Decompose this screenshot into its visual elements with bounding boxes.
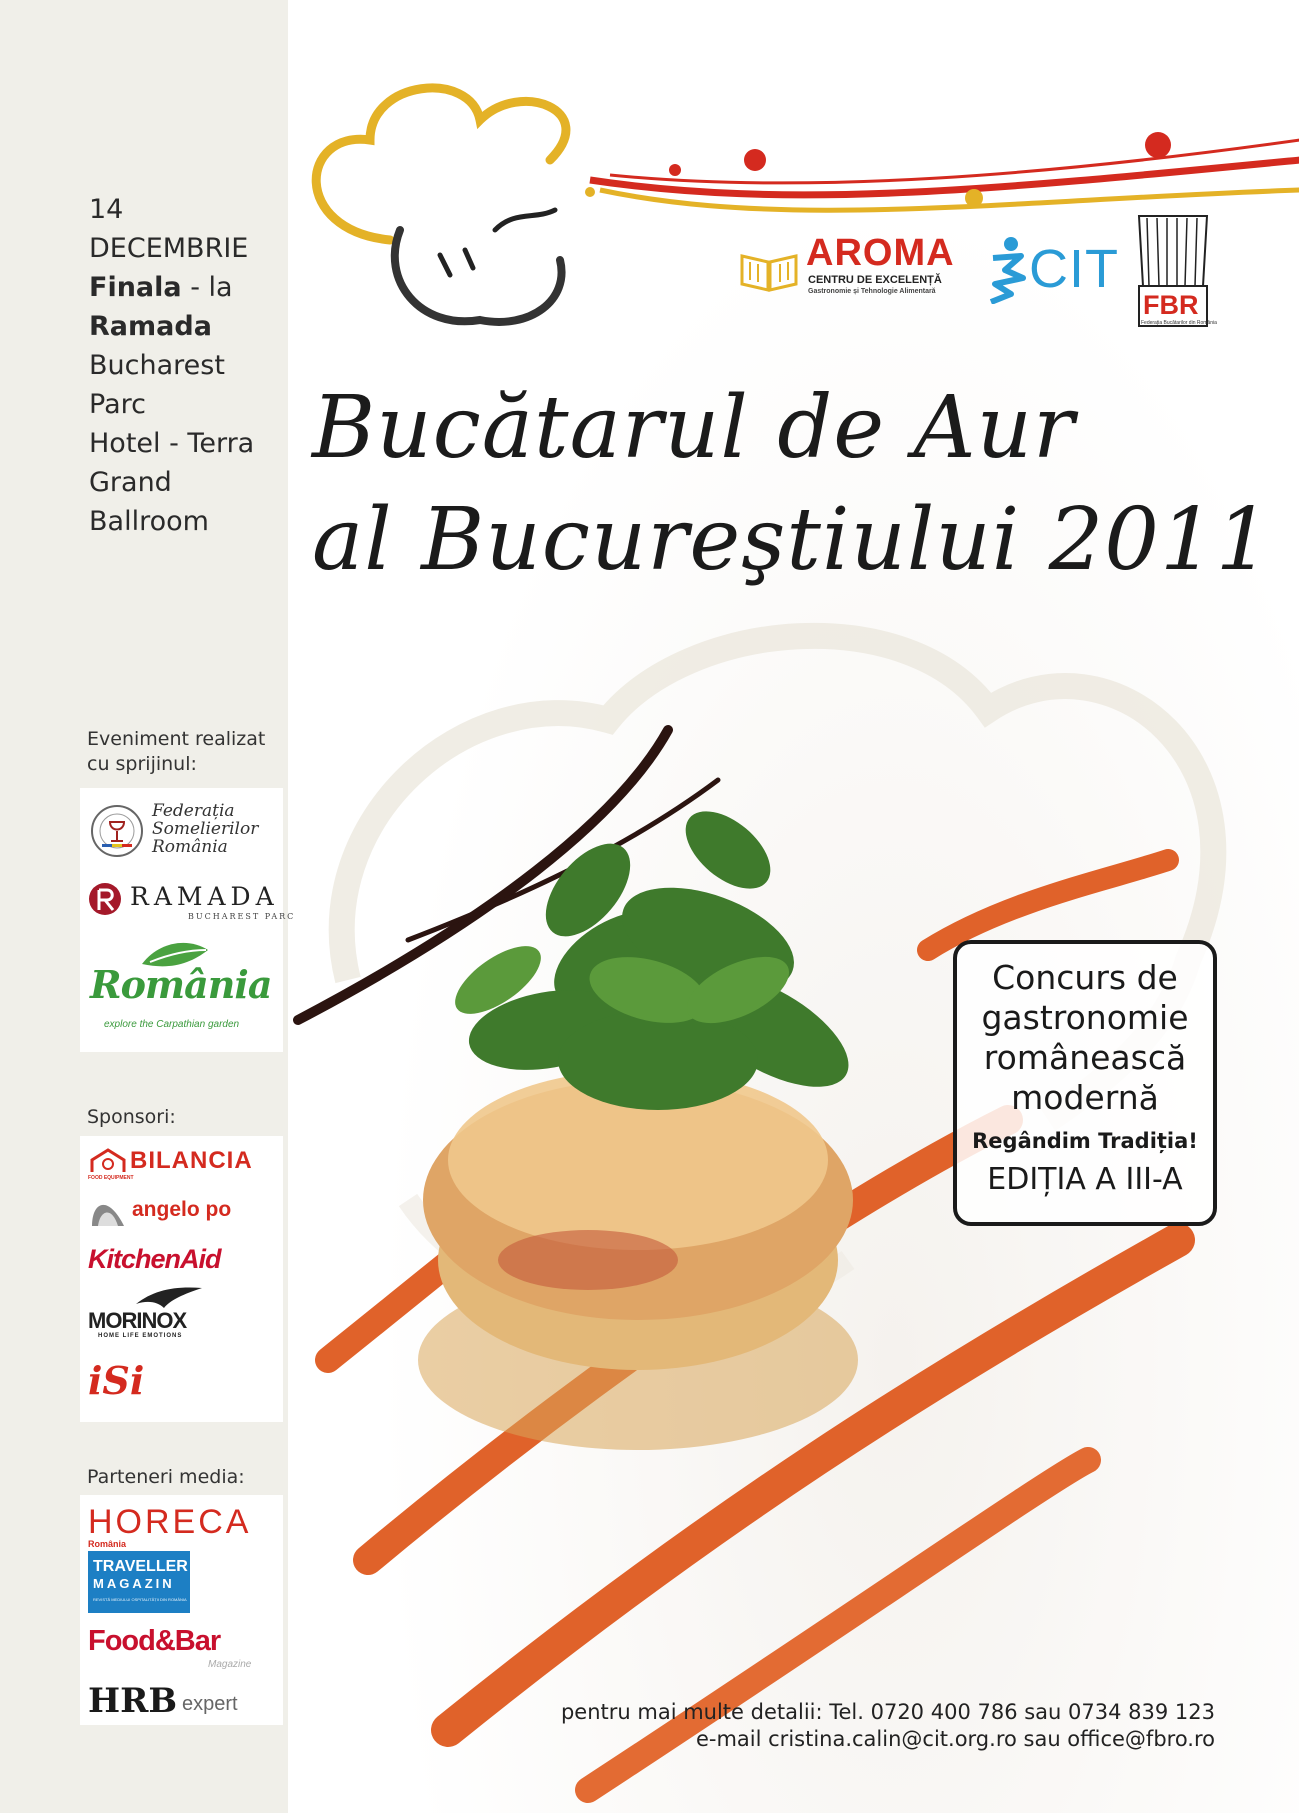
aroma-wordmark: AROMA (806, 232, 955, 274)
horeca-subtitle: România (88, 1539, 127, 1549)
event-la: - la (181, 272, 233, 303)
morinox-subtitle: HOME LIFE EMOTIONS (98, 1333, 183, 1339)
fed-line-2: Somelierilor (152, 819, 259, 839)
contest-line-3: românească (983, 1038, 1187, 1077)
event-finala-line (89, 268, 289, 307)
book-icon (738, 244, 800, 294)
aroma-subtitle: CENTRU DE EXCELENȚĂ (808, 274, 942, 286)
morinox-wordmark: MORINOX (88, 1308, 187, 1333)
ramada-subtitle: BUCHAREST PARC (188, 912, 296, 921)
angelopo-logo (88, 1192, 268, 1234)
horeca-logo (88, 1503, 280, 1549)
event-venue-line-3: Grand (89, 467, 172, 498)
fbr-logo (1133, 210, 1217, 330)
event-info (89, 190, 289, 541)
ramada-r-icon (88, 880, 122, 918)
morinox-logo (88, 1286, 280, 1342)
event-venue-line-2: Hotel - Terra (89, 428, 255, 459)
contest-tagline: Regândim Tradiția! (972, 1129, 1198, 1153)
title-line-2: al Bucureştiului 2011 (312, 490, 1272, 590)
aroma-logo (738, 232, 960, 300)
fbr-subtitle: Federația Bucătarilor din România (1141, 320, 1217, 326)
traveller-magazin-logo (88, 1551, 190, 1613)
cit-logo (985, 234, 1119, 304)
support-heading (87, 727, 265, 777)
contest-line-2: gastronomie (981, 998, 1189, 1037)
contact-email: e-mail cristina.calin@cit.org.ro sau office@fbro.ro (695, 1727, 1215, 1751)
poster-title (312, 372, 1292, 596)
support-logos-box (80, 788, 296, 1052)
isi-logo (88, 1358, 168, 1404)
hrb-subtitle: expert (182, 1693, 238, 1715)
event-venue: Ramada (89, 311, 212, 342)
bilancia-logo (88, 1144, 280, 1184)
kitchenaid-wordmark: KitchenAid (88, 1244, 221, 1274)
ramada-wordmark: RAMADA (130, 882, 279, 911)
runner-icon (985, 234, 1027, 304)
bilancia-subtitle: FOOD EQUIPMENT (88, 1175, 134, 1181)
fbr-wordmark: FBR (1143, 290, 1199, 320)
kitchenaid-logo (88, 1244, 280, 1278)
romania-wordmark: România (90, 962, 272, 1007)
bird-icon (134, 1286, 204, 1310)
event-finala: Finala (89, 272, 182, 303)
media-heading: Parteneri media: (87, 1466, 245, 1488)
support-heading-line-1: Eveniment realizat (87, 728, 266, 750)
romania-tourism-logo (88, 940, 272, 1040)
romania-subtitle: explore the Carpathian garden (104, 1019, 240, 1030)
foodbar-subtitle: Magazine (208, 1659, 252, 1670)
media-logos-box (80, 1495, 283, 1725)
federatia-somelierilor-logo (88, 802, 278, 862)
bilancia-house-icon (88, 1148, 128, 1176)
sidebar (0, 0, 296, 1813)
contest-edition: EDIȚIA A III-A (987, 1162, 1183, 1197)
aroma-subtitle-2: Gastronomie și Tehnologie Alimentară (808, 288, 936, 295)
event-date: 14 DECEMBRIE (89, 194, 249, 264)
fed-line-3: România (152, 837, 228, 857)
event-venue-line-1: Bucharest Parc (89, 350, 225, 420)
hrb-wordmark: HRB (88, 1681, 178, 1721)
traveller-subtitle: REVISTĂ MEDIULUI OSPITALITĂȚII DIN ROMÂNIA (93, 1597, 187, 1602)
contact-info (561, 1699, 1215, 1753)
ramada-logo (88, 880, 296, 928)
sommelier-seal-icon (90, 804, 144, 858)
isi-wordmark: iSi (88, 1358, 145, 1403)
title-line-1: Bucătarul de Aur (312, 378, 1076, 478)
angelopo-wordmark: angelo po (132, 1198, 232, 1221)
sponsors-heading: Sponsori: (87, 1106, 176, 1128)
contact-phone: pentru mai multe detalii: Tel. 0720 400 786 sau 0734 839 123 (560, 1700, 1215, 1724)
event-venue-line-4: Ballroom (89, 506, 209, 537)
hrb-expert-logo (88, 1681, 280, 1721)
bilancia-wordmark: BILANCIA (130, 1147, 253, 1174)
contest-box (953, 940, 1217, 1226)
foodbar-wordmark: Food&Bar (88, 1625, 221, 1657)
angelopo-emblem-icon (88, 1192, 128, 1232)
cit-wordmark: CIT (1029, 239, 1119, 299)
sponsor-logos-box (80, 1136, 283, 1422)
traveller-line-1: TRAVELLER (93, 1558, 188, 1575)
contest-line-4: modernă (1011, 1078, 1159, 1117)
food-bar-logo (88, 1625, 280, 1673)
traveller-line-2: MAGAZIN (93, 1576, 175, 1591)
contest-line-1: Concurs de (992, 958, 1178, 997)
fed-line-1: Federația (152, 801, 235, 821)
horeca-wordmark: HORECA (88, 1503, 252, 1541)
support-heading-line-2: cu sprijinul: (87, 753, 197, 775)
